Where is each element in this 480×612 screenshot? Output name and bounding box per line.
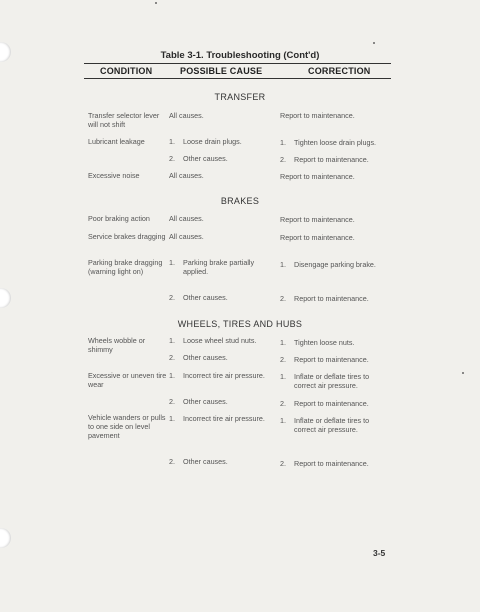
cause-number: 2. xyxy=(169,293,175,302)
cause-number: 1. xyxy=(169,258,175,267)
correction-cell xyxy=(280,416,392,434)
header-rule-bottom xyxy=(84,78,391,79)
correction-cell xyxy=(280,294,392,303)
binder-hole xyxy=(0,288,11,308)
cause-cell: All causes. xyxy=(169,171,204,180)
table-title: Table 3-1. Troubleshooting (Cont'd) xyxy=(160,50,320,61)
cause-number: 2. xyxy=(169,353,175,362)
condition-cell: Transfer selector lever will not shift xyxy=(88,111,160,129)
cause-cell xyxy=(169,371,277,380)
correction-number: 1. xyxy=(280,372,286,381)
correction-text: Tighten loose nuts. xyxy=(294,338,355,347)
cause-text: Other causes. xyxy=(183,154,228,163)
correction-cell: Report to maintenance. xyxy=(280,172,355,181)
correction-cell xyxy=(280,260,392,269)
correction-cell: Report to maintenance. xyxy=(280,111,355,120)
correction-text: Report to maintenance. xyxy=(294,355,369,364)
correction-cell xyxy=(280,155,392,164)
cause-cell: All causes. xyxy=(169,111,204,120)
correction-cell: Report to maintenance. xyxy=(280,233,355,242)
correction-number: 1. xyxy=(280,260,286,269)
correction-cell xyxy=(280,338,392,347)
correction-cell: Report to maintenance. xyxy=(280,215,355,224)
correction-text: Inflate or deflate tires to correct air pressure. xyxy=(294,416,370,434)
cause-number: 1. xyxy=(169,336,175,345)
cause-cell xyxy=(169,336,277,345)
cause-cell xyxy=(169,457,277,466)
condition-cell: Service brakes dragging xyxy=(88,232,166,241)
cause-text: Other causes. xyxy=(183,397,228,406)
correction-number: 2. xyxy=(280,459,286,468)
correction-number: 2. xyxy=(280,399,286,408)
cause-text: Loose wheel stud nuts. xyxy=(183,336,257,345)
cause-cell xyxy=(169,414,277,423)
header-correction: CORRECTION xyxy=(308,66,371,76)
cause-text: Other causes. xyxy=(183,293,228,302)
cause-cell xyxy=(169,154,277,163)
cause-text: Other causes. xyxy=(183,457,228,466)
correction-text: Report to maintenance. xyxy=(294,399,369,408)
condition-cell: Excessive noise xyxy=(88,171,140,180)
correction-text: Disengage parking brake. xyxy=(294,260,376,269)
condition-cell: Vehicle wanders or pulls to one side on level pavement xyxy=(88,413,166,440)
correction-text: Report to maintenance. xyxy=(294,294,369,303)
correction-text: Report to maintenance. xyxy=(294,155,369,164)
correction-text: Tighten loose drain plugs. xyxy=(294,138,377,147)
correction-cell xyxy=(280,399,392,408)
cause-cell xyxy=(169,397,277,406)
cause-cell xyxy=(169,137,277,146)
cause-text: Incorrect tire air pressure. xyxy=(183,414,265,423)
cause-text: Loose drain plugs. xyxy=(183,137,242,146)
cause-text: Parking brake partially applied. xyxy=(183,258,255,276)
cause-text: Other causes. xyxy=(183,353,228,362)
header-rule-top xyxy=(84,63,391,64)
cause-cell: All causes. xyxy=(169,214,204,223)
cause-cell: All causes. xyxy=(169,232,204,241)
condition-cell: Wheels wobble or shimmy xyxy=(88,336,146,354)
scan-speck xyxy=(462,372,464,374)
section-heading-wheels-tires-hubs: WHEELS, TIRES AND HUBS xyxy=(177,319,303,329)
cause-number: 2. xyxy=(169,154,175,163)
header-possible-cause: POSSIBLE CAUSE xyxy=(180,66,263,76)
correction-cell xyxy=(280,138,392,147)
section-heading-brakes: BRAKES xyxy=(220,196,260,206)
correction-number: 1. xyxy=(280,138,286,147)
binder-hole xyxy=(0,528,11,548)
cause-number: 2. xyxy=(169,457,175,466)
condition-cell: Excessive or uneven tire wear xyxy=(88,371,167,389)
correction-number: 1. xyxy=(280,338,286,347)
section-heading-transfer: TRANSFER xyxy=(214,92,266,102)
condition-cell: Poor braking action xyxy=(88,214,150,223)
condition-cell: Parking brake dragging (warning light on) xyxy=(88,258,163,276)
scan-speck xyxy=(373,42,375,44)
page-number: 3-5 xyxy=(373,548,386,558)
correction-number: 2. xyxy=(280,294,286,303)
correction-cell xyxy=(280,459,392,468)
correction-cell xyxy=(280,355,392,364)
cause-number: 2. xyxy=(169,397,175,406)
correction-text: Inflate or deflate tires to correct air pressure. xyxy=(294,372,370,390)
condition-cell: Lubricant leakage xyxy=(88,137,145,146)
correction-cell xyxy=(280,372,392,390)
cause-cell xyxy=(169,258,277,276)
cause-text: Incorrect tire air pressure. xyxy=(183,371,265,380)
correction-number: 1. xyxy=(280,416,286,425)
cause-cell xyxy=(169,353,277,362)
cause-number: 1. xyxy=(169,137,175,146)
header-condition: CONDITION xyxy=(100,66,153,76)
cause-cell xyxy=(169,293,277,302)
correction-number: 2. xyxy=(280,355,286,364)
cause-number: 1. xyxy=(169,371,175,380)
correction-text: Report to maintenance. xyxy=(294,459,369,468)
cause-number: 1. xyxy=(169,414,175,423)
correction-number: 2. xyxy=(280,155,286,164)
scan-speck xyxy=(155,2,157,4)
